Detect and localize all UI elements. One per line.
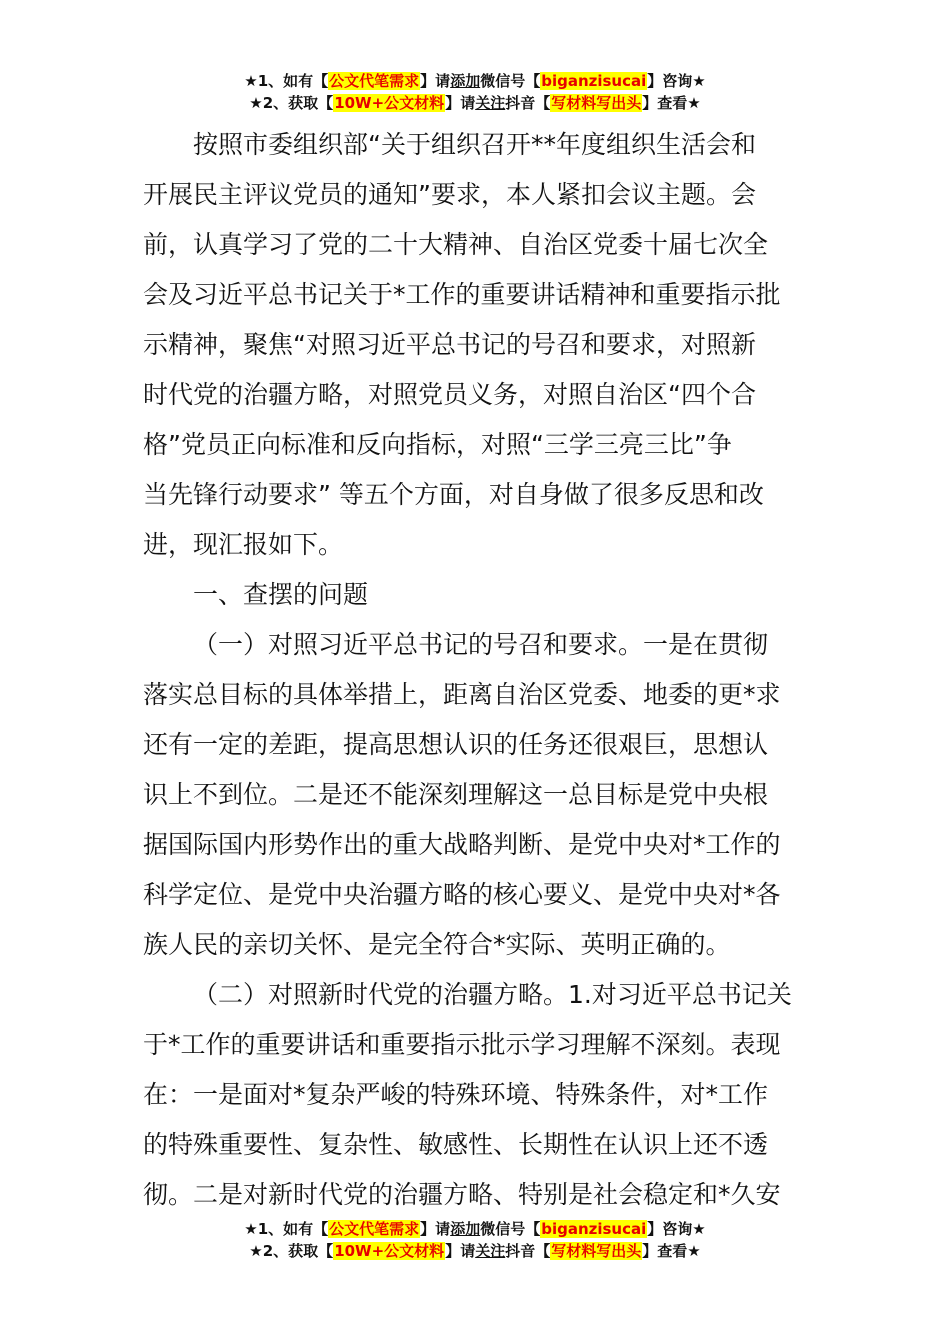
banner-text: 】咨询★ xyxy=(647,72,706,90)
banner-text: 】请 xyxy=(445,94,476,112)
body-text-line: （一）对照习近平总书记的号召和要求。一是在贯彻 xyxy=(193,630,769,659)
banner-line-2 xyxy=(0,92,950,114)
highlight-text: 公文代笔需求 xyxy=(329,1220,420,1238)
body-text-line: 前，认真学习了党的二十大精神、自治区党委十届七次全 xyxy=(143,230,769,259)
body-text-line: 时代党的治疆方略，对照党员义务，对照自治区“四个合 xyxy=(143,380,756,409)
banner-text: 】咨询★ xyxy=(647,1220,706,1238)
body-text-line: 进，现汇报如下。 xyxy=(143,530,344,559)
highlight-text: 写材料写出头 xyxy=(551,94,642,112)
banner-text: 】查看★ xyxy=(642,1242,701,1260)
body-text-line: 还有一定的差距，提高思想认识的任务还很艰巨，思想认 xyxy=(143,730,769,759)
banner-text: 微信号【 xyxy=(480,72,541,90)
body-text-line: 示精神，聚焦“对照习近平总书记的号召和要求，对照新 xyxy=(143,330,756,359)
banner-line-1 xyxy=(0,70,950,92)
footer-banner xyxy=(0,1218,950,1262)
banner-text: 】请 xyxy=(445,1242,476,1260)
highlight-text: 公文代笔需求 xyxy=(329,72,420,90)
banner-text: ★1、如有【 xyxy=(244,72,329,90)
body-text-line: 在：一是面对*复杂严峻的特殊环境、特殊条件，对*工作 xyxy=(143,1080,769,1109)
body-text-line: 会及习近平总书记关于*工作的重要讲话精神和重要指示批 xyxy=(143,280,781,309)
highlight-text: biganzisucai xyxy=(541,1220,647,1238)
banner-text: 】请 xyxy=(420,1220,451,1238)
highlight-text: 10W+公文材料 xyxy=(334,1242,445,1260)
document-body xyxy=(143,120,808,1220)
banner-text: 抖音【 xyxy=(505,94,551,112)
banner-text: 】查看★ xyxy=(642,94,701,112)
underlined-text: 添加 xyxy=(450,72,481,90)
body-text-line: 族人民的亲切关怀、是完全符合*实际、英明正确的。 xyxy=(143,930,731,959)
body-text-line: 当先锋行动要求” 等五个方面，对自身做了很多反思和改 xyxy=(143,480,764,509)
body-text-line: 落实总目标的具体举措上，距离自治区党委、地委的更*求 xyxy=(143,680,781,709)
body-text-line: 据国际国内形势作出的重大战略判断、是党中央对*工作的 xyxy=(143,830,781,859)
banner-line-2 xyxy=(0,1240,950,1262)
body-text-line: 的特殊重要性、复杂性、敏感性、长期性在认识上还不透 xyxy=(143,1130,769,1159)
underlined-text: 添加 xyxy=(450,1220,481,1238)
underlined-text: 关注 xyxy=(475,1242,506,1260)
body-text-line: 开展民主评议党员的通知”要求，本人紧扣会议主题。会 xyxy=(143,180,756,209)
banner-text: 抖音【 xyxy=(505,1242,551,1260)
body-text-line: 按照市委组织部“关于组织召开**年度组织生活会和 xyxy=(193,130,756,159)
body-text-line: 识上不到位。二是还不能深刻理解这一总目标是党中央根 xyxy=(143,780,769,809)
highlight-text: biganzisucai xyxy=(541,72,647,90)
banner-text: 微信号【 xyxy=(480,1220,541,1238)
banner-text: 】请 xyxy=(420,72,451,90)
banner-text: ★1、如有【 xyxy=(244,1220,329,1238)
highlight-text: 写材料写出头 xyxy=(551,1242,642,1260)
body-text-line: 科学定位、是党中央治疆方略的核心要义、是党中央对*各 xyxy=(143,880,781,909)
highlight-text: 10W+公文材料 xyxy=(334,94,445,112)
body-text-line: 一、查摆的问题 xyxy=(193,580,369,609)
banner-line-1 xyxy=(0,1218,950,1240)
body-text-line: （二）对照新时代党的治疆方略。1.对习近平总书记关 xyxy=(193,980,792,1009)
body-text-line: 格”党员正向标准和反向指标，对照“三学三亮三比”争 xyxy=(143,430,732,459)
header-banner xyxy=(0,70,950,114)
underlined-text: 关注 xyxy=(475,94,506,112)
banner-text: ★2、获取【 xyxy=(249,94,334,112)
body-text-line: 于*工作的重要讲话和重要指示批示学习理解不深刻。表现 xyxy=(143,1030,781,1059)
banner-text: ★2、获取【 xyxy=(249,1242,334,1260)
body-text-line: 彻。二是对新时代党的治疆方略、特别是社会稳定和*久安 xyxy=(143,1180,781,1209)
